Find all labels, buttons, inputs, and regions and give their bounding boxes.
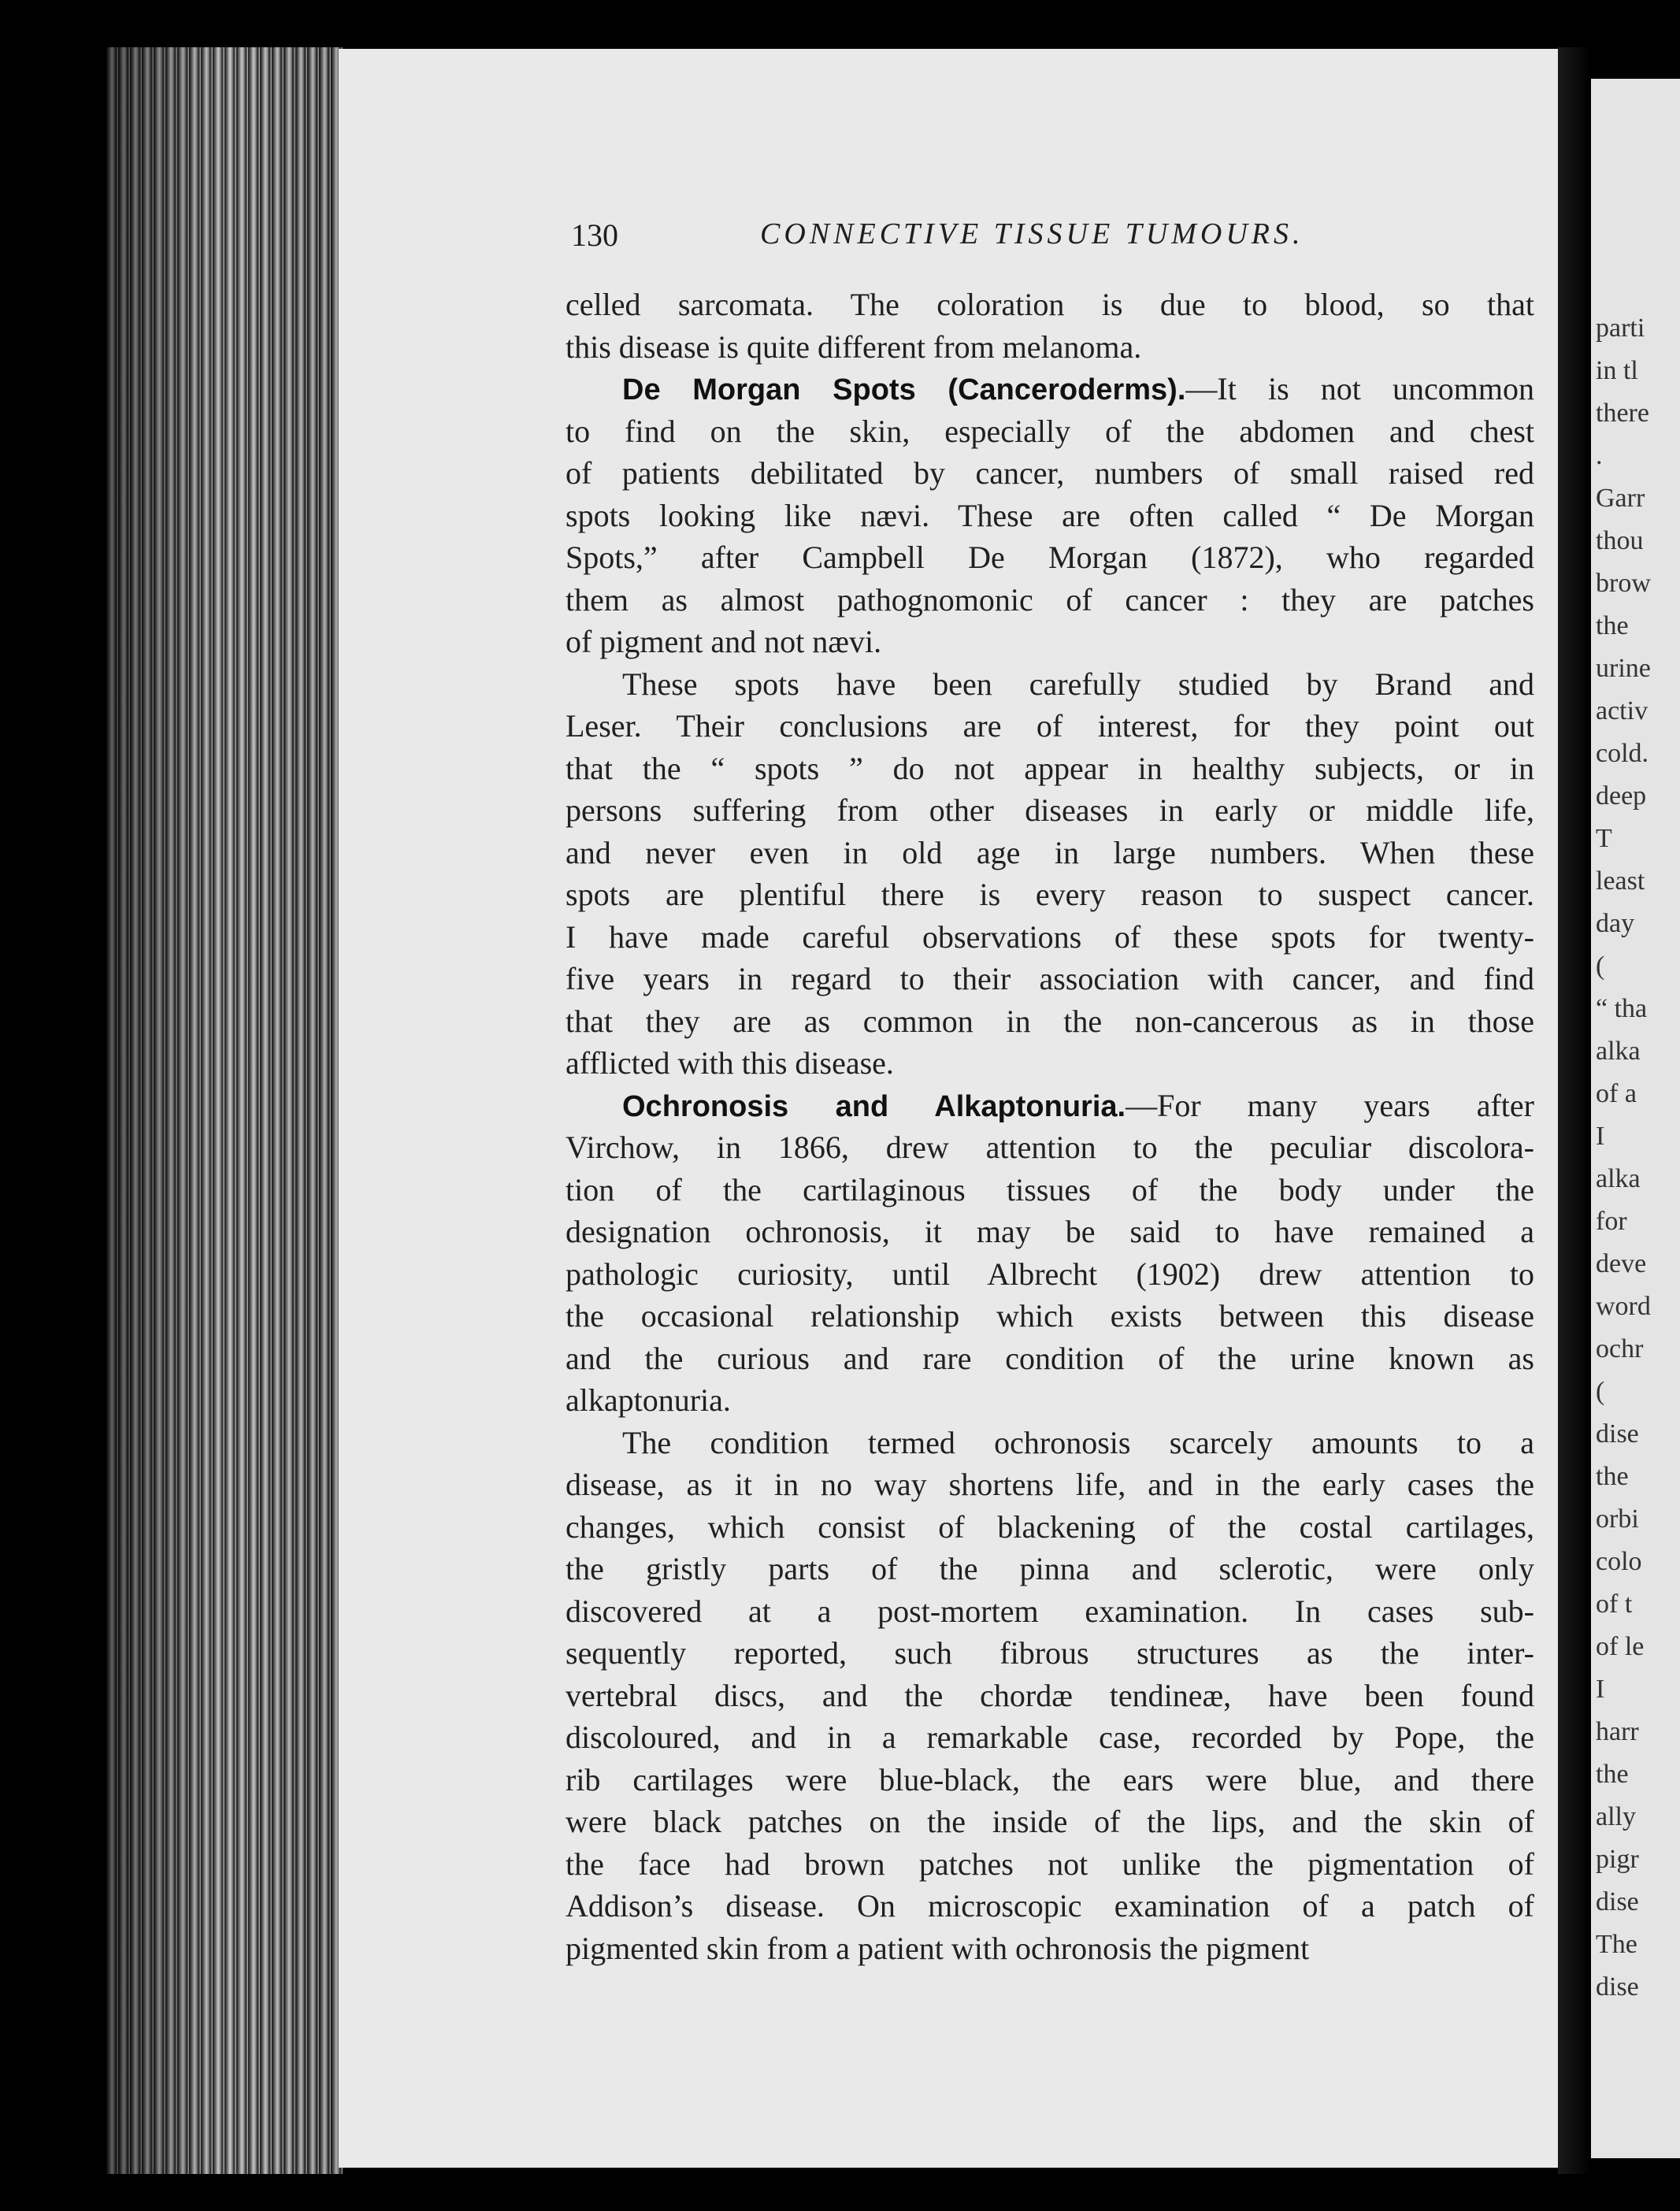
line-text: of patients debilitated by cancer, numbers of small raised red — [566, 455, 1534, 491]
line-text: spots looking like nævi. These are often called “ De Morgan — [566, 497, 1534, 533]
text-line — [566, 326, 1534, 369]
facing-page-fragment: urine — [1596, 654, 1651, 683]
facing-page-fragment: ( — [1596, 1377, 1605, 1406]
text-line — [566, 1548, 1534, 1590]
facing-page-fragment: of le — [1596, 1632, 1645, 1661]
line-text: sequently reported, such fibrous structures as the inter- — [566, 1635, 1534, 1671]
facing-page-fragment: the — [1596, 1462, 1629, 1491]
facing-page-fragment: orbi — [1596, 1504, 1639, 1534]
facing-page-fragment: there — [1596, 399, 1649, 428]
text-line — [566, 748, 1534, 790]
line-text: These spots have been carefully studied by Brand and — [622, 666, 1534, 702]
line-text: Spots,” after Campbell De Morgan (1872), who regarded — [566, 540, 1534, 575]
line-text: pigmented skin from a patient with ochronosis the pigment — [566, 1930, 1310, 1966]
facing-page-fragment: in tl — [1596, 356, 1638, 385]
text-line — [566, 1759, 1534, 1801]
line-text: persons suffering from other diseases in early or middle life, — [566, 792, 1534, 828]
line-text: celled sarcomata. The coloration is due to blood, so that — [566, 287, 1534, 322]
line-text: them as almost pathognomonic of cancer : they are patches — [566, 581, 1534, 618]
facing-page-fragment: alka — [1596, 1037, 1641, 1066]
section-heading-line — [566, 368, 1534, 410]
line-text: tion of the cartilaginous tissues of the body under the — [566, 1171, 1534, 1208]
facing-page-fragment: day — [1596, 909, 1635, 938]
text-line — [566, 1927, 1534, 1970]
line-text: that the “ spots ” do not appear in healthy subjects, or in — [566, 750, 1534, 786]
text-line — [566, 1253, 1534, 1296]
text-line — [566, 832, 1534, 874]
facing-page-fragment: I — [1596, 1122, 1605, 1151]
facing-page-fragment: word — [1596, 1292, 1651, 1321]
line-text: to find on the skin, especially of the abdomen and chest — [566, 413, 1534, 449]
book-gutter — [1558, 47, 1591, 2174]
text-line — [566, 1506, 1534, 1549]
line-text: were black patches on the inside of the lips, and the skin of — [566, 1804, 1534, 1839]
line-text: —For many years after — [1126, 1087, 1534, 1123]
text-line — [566, 1379, 1534, 1422]
facing-page-fragment: least — [1596, 866, 1645, 896]
section-heading: De Morgan Spots (Canceroderms). — [622, 373, 1186, 406]
facing-page-fragment: deve — [1596, 1249, 1647, 1278]
text-line — [566, 1422, 1534, 1464]
line-text: pathologic curiosity, until Albrecht (1902) drew attention to — [566, 1256, 1534, 1292]
facing-page-fragment: pigr — [1596, 1845, 1639, 1874]
text-line — [566, 621, 1534, 663]
text-line — [566, 916, 1534, 959]
line-text: the face had brown patches not unlike the pigmentation of — [566, 1846, 1534, 1882]
running-title: CONNECTIVE TISSUE TUMOURS. — [760, 217, 1304, 250]
line-text: the occasional relationship which exists between this disease — [566, 1298, 1534, 1334]
page-number: 130 — [571, 217, 618, 253]
line-text: rib cartilages were blue-black, the ears were blue, and there — [566, 1761, 1534, 1797]
stacked-page-edges — [106, 47, 343, 2174]
text-line — [566, 1337, 1534, 1380]
text-line — [566, 1463, 1534, 1506]
facing-page-fragment: . — [1596, 441, 1603, 470]
line-text: afflicted with this disease. — [566, 1045, 894, 1081]
facing-page-fragment: the — [1596, 611, 1629, 640]
line-text: discovered at a post-mortem examination. In cases sub- — [566, 1593, 1534, 1629]
facing-page-fragment: of a — [1596, 1079, 1637, 1108]
text-line — [566, 536, 1534, 579]
line-text: Addison’s disease. On microscopic examination of a patch of — [566, 1888, 1534, 1923]
text-line — [566, 1211, 1534, 1253]
text-line — [566, 1126, 1534, 1169]
facing-page-fragment: harr — [1596, 1717, 1639, 1746]
section-heading: Ochronosis and Alkaptonuria. — [622, 1089, 1126, 1123]
line-text: five years in regard to their association with cancer, and find — [566, 961, 1534, 996]
facing-page-fragment: dise — [1596, 1887, 1639, 1916]
text-line — [566, 1295, 1534, 1337]
line-text: and never even in old age in large numbers. When these — [566, 834, 1534, 870]
running-head — [571, 217, 1559, 264]
facing-page-fragment: dise — [1596, 1419, 1639, 1449]
text-line — [566, 410, 1534, 453]
text-line — [566, 1843, 1534, 1886]
line-text: The condition termed ochronosis scarcely amounts to a — [622, 1424, 1534, 1460]
text-line — [566, 1801, 1534, 1843]
text-line — [566, 1885, 1534, 1927]
facing-page-fragment: activ — [1596, 696, 1648, 725]
text-line — [566, 663, 1534, 706]
text-line — [566, 1675, 1534, 1717]
line-text: vertebral discs, and the chordæ tendineæ, have been found — [566, 1677, 1534, 1713]
section-heading-line — [566, 1085, 1534, 1127]
line-text: of pigment and not nævi. — [566, 624, 882, 659]
facing-page — [1591, 79, 1680, 2158]
text-line — [566, 1632, 1534, 1675]
facing-page-fragment: the — [1596, 1760, 1629, 1789]
line-text: Virchow, in 1866, drew attention to the peculiar discolora- — [566, 1130, 1534, 1165]
line-text: the gristly parts of the pinna and sclerotic, were only — [566, 1551, 1534, 1586]
line-text: this disease is quite different from melanoma. — [566, 328, 1142, 365]
facing-page-fragment: “ tha — [1596, 994, 1648, 1023]
line-text: designation ochronosis, it may be said to have remained a — [566, 1214, 1534, 1249]
facing-page-fragment: thou — [1596, 526, 1644, 555]
facing-page-fragment: deep — [1596, 781, 1647, 811]
text-line — [566, 1716, 1534, 1759]
facing-page-fragment: dise — [1596, 1972, 1639, 2001]
facing-page-fragment: brow — [1596, 569, 1651, 598]
facing-page-fragment: cold. — [1596, 739, 1649, 768]
line-text: —It is not uncommon — [1185, 371, 1534, 406]
body-text — [566, 284, 1534, 1969]
line-text: I have made careful observations of these spots for twenty- — [566, 918, 1534, 955]
facing-page-fragment: ochr — [1596, 1334, 1644, 1363]
facing-page-fragment: The — [1596, 1930, 1637, 1959]
text-line — [566, 1000, 1534, 1043]
line-text: discoloured, and in a remarkable case, recorded by Pope, the — [566, 1719, 1534, 1755]
text-line — [566, 495, 1534, 537]
facing-page-fragment: ( — [1596, 952, 1605, 981]
facing-page-fragment: colo — [1596, 1547, 1642, 1576]
line-text: alkaptonuria. — [566, 1382, 731, 1418]
text-line — [566, 452, 1534, 495]
text-line — [566, 579, 1534, 621]
facing-page-fragment: for — [1596, 1207, 1627, 1236]
line-text: and the curious and rare condition of the urine known as — [566, 1340, 1534, 1376]
text-line — [566, 958, 1534, 1000]
facing-page-fragment: ally — [1596, 1802, 1636, 1831]
line-text: spots are plentiful there is every reason to suspect cancer. — [566, 877, 1534, 912]
text-line — [566, 1590, 1534, 1633]
facing-page-fragment: T — [1596, 824, 1612, 853]
line-text: that they are as common in the non-cancerous as in those — [566, 1003, 1534, 1039]
facing-page-fragment: Garr — [1596, 484, 1645, 513]
facing-page-fragment: of t — [1596, 1590, 1633, 1619]
text-line — [566, 284, 1534, 326]
text-line — [566, 874, 1534, 916]
line-text: disease, as it in no way shortens life, and in the early cases the — [566, 1467, 1534, 1502]
text-line — [566, 705, 1534, 748]
facing-page-fragment: alka — [1596, 1164, 1641, 1193]
facing-page-fragment: parti — [1596, 313, 1645, 343]
text-line — [566, 1042, 1534, 1085]
text-line — [566, 1169, 1534, 1211]
facing-page-fragment: I — [1596, 1675, 1605, 1704]
line-text: Leser. Their conclusions are of interest, for they point out — [566, 708, 1534, 744]
line-text: changes, which consist of blackening of the costal cartilages, — [566, 1508, 1534, 1545]
text-line — [566, 789, 1534, 832]
